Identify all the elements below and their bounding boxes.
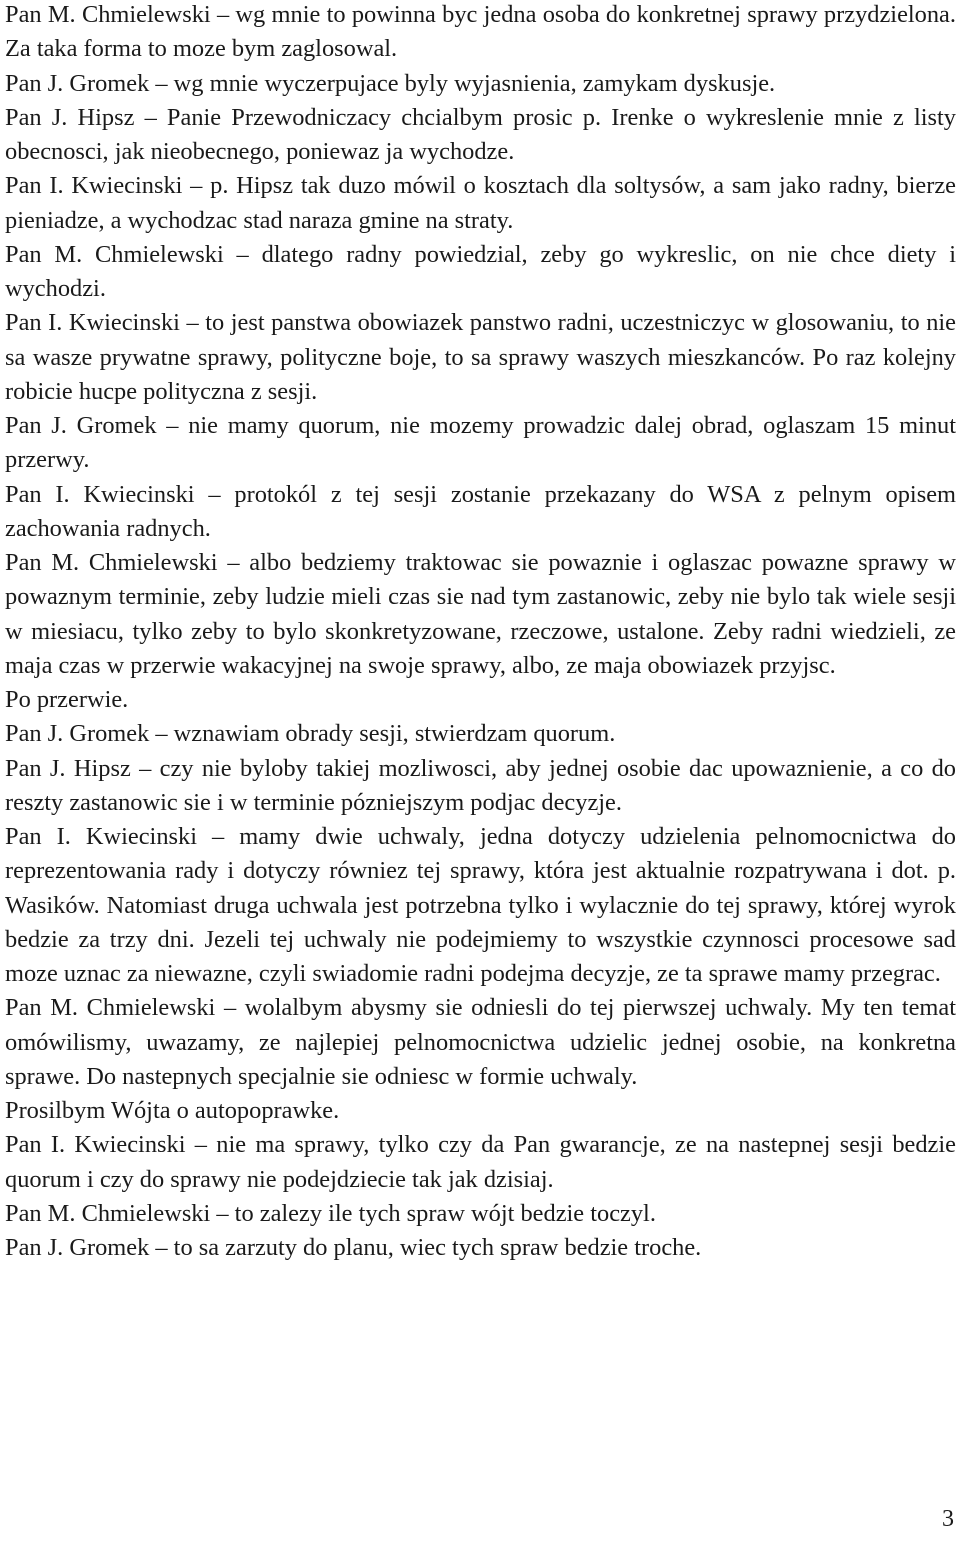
paragraph: Pan I. Kwiecinski – nie ma sprawy, tylko czy da Pan gwarancje, ze na nastepnej sesji bedzie quorum i czy do sprawy nie podejdziecie tak jak dzisiaj. <box>5 1131 956 1193</box>
paragraph: Pan I. Kwiecinski – to jest panstwa obowiazek panstwo radni, uczestniczyc w glosowaniu, to nie sa wasze prywatne sprawy, polityczne boje, to sa sprawy waszych mieszkanców. Po raz kolejny robicie hucpe polityczna z sesji. <box>5 309 956 405</box>
paragraph: Pan J. Gromek – to sa zarzuty do planu, wiec tych spraw bedzie troche. <box>5 1234 702 1261</box>
paragraph: Prosilbym Wójta o autopoprawke. <box>5 1097 340 1124</box>
document-body <box>5 0 956 1265</box>
paragraph: Pan J. Gromek – wznawiam obrady sesji, stwierdzam quorum. <box>5 720 616 748</box>
paragraph: Pan I. Kwiecinski – mamy dwie uchwaly, jedna dotyczy udzielenia pelnomocnictwa do reprezentowania rady i dotyczy równiez tej sprawy, która jest aktualnie rozpatrywana i dot. p. Wasików. Natomiast druga uchwala jest potrzebna tylko i wylacznie do tej sprawy, której wyrok bedzie za trzy dni. Jezeli tej uchwaly nie podejmiemy to wszystkie czynnosci procesowe sad moze uznac za niewazne, czyli swiadomie radni podejma decyzje, ze ta sprawe mamy przegrac. <box>5 823 956 987</box>
paragraph: Pan J. Gromek – nie mamy quorum, nie mozemy prowadzic dalej obrad, oglaszam 15 minut przerwy. <box>5 412 956 474</box>
paragraph: Pan J. Hipsz – Panie Przewodniczacy chcialbym prosic p. Irenke o wykreslenie mnie z listy obecnosci, jak nieobecnego, poniewaz ja wychodze. <box>5 103 956 165</box>
paragraph: Pan M. Chmielewski – to zalezy ile tych spraw wójt bedzie toczyl. <box>5 1199 656 1227</box>
paragraph: Pan M. Chmielewski – dlatego radny powiedzial, zeby go wykreslic, on nie chce diety i wychodzi. <box>5 240 956 302</box>
paragraph: Pan I. Kwiecinski – p. Hipsz tak duzo mówil o kosztach dla soltysów, a sam jako radny, bierze pieniadze, a wychodzac stad naraza gmine na straty. <box>5 172 956 234</box>
paragraph: Pan J. Gromek – wg mnie wyczerpujace byly wyjasnienia, zamykam dyskusje. <box>5 69 776 97</box>
paragraph: Pan I. Kwiecinski – protokól z tej sesji zostanie przekazany do WSA z pelnym opisem zachowania radnych. <box>5 480 956 542</box>
paragraph: Po przerwie. <box>5 686 129 713</box>
paragraph: Pan J. Hipsz – czy nie byloby takiej mozliwosci, aby jednej osobie dac upowaznienie, a co do reszty zastanowic sie i w terminie pózniejszym podjac decyzje. <box>5 754 956 816</box>
page-number: 3 <box>942 1506 954 1532</box>
paragraph: Pan M. Chmielewski – wg mnie to powinna byc jedna osoba do konkretnej sprawy przydzielona. Za taka forma to moze bym zaglosowal. <box>5 1 956 63</box>
paragraph: Pan M. Chmielewski – wolalbym abysmy sie odniesli do tej pierwszej uchwaly. My ten temat omówilismy, uwazamy, ze najlepiej pelnomocnictwa udzielic jednej osobie, na konkretna sprawe. Do nastepnych specjalnie sie odniesc w formie uchwaly. <box>5 994 956 1090</box>
paragraph: Pan M. Chmielewski – albo bedziemy traktowac sie powaznie i oglaszac powazne sprawy w powaznym terminie, zeby ludzie mieli czas sie nad tym zastanowic, zeby nie bylo tak wiele sesji w miesiacu, tylko zeby to bylo skonkretyzowane, rzeczowe, ustalone. Zeby radni wiedzieli, ze maja czas w przerwie wakacyjnej na swoje sprawy, albo, ze maja obowiazek przyjsc. <box>5 549 956 679</box>
